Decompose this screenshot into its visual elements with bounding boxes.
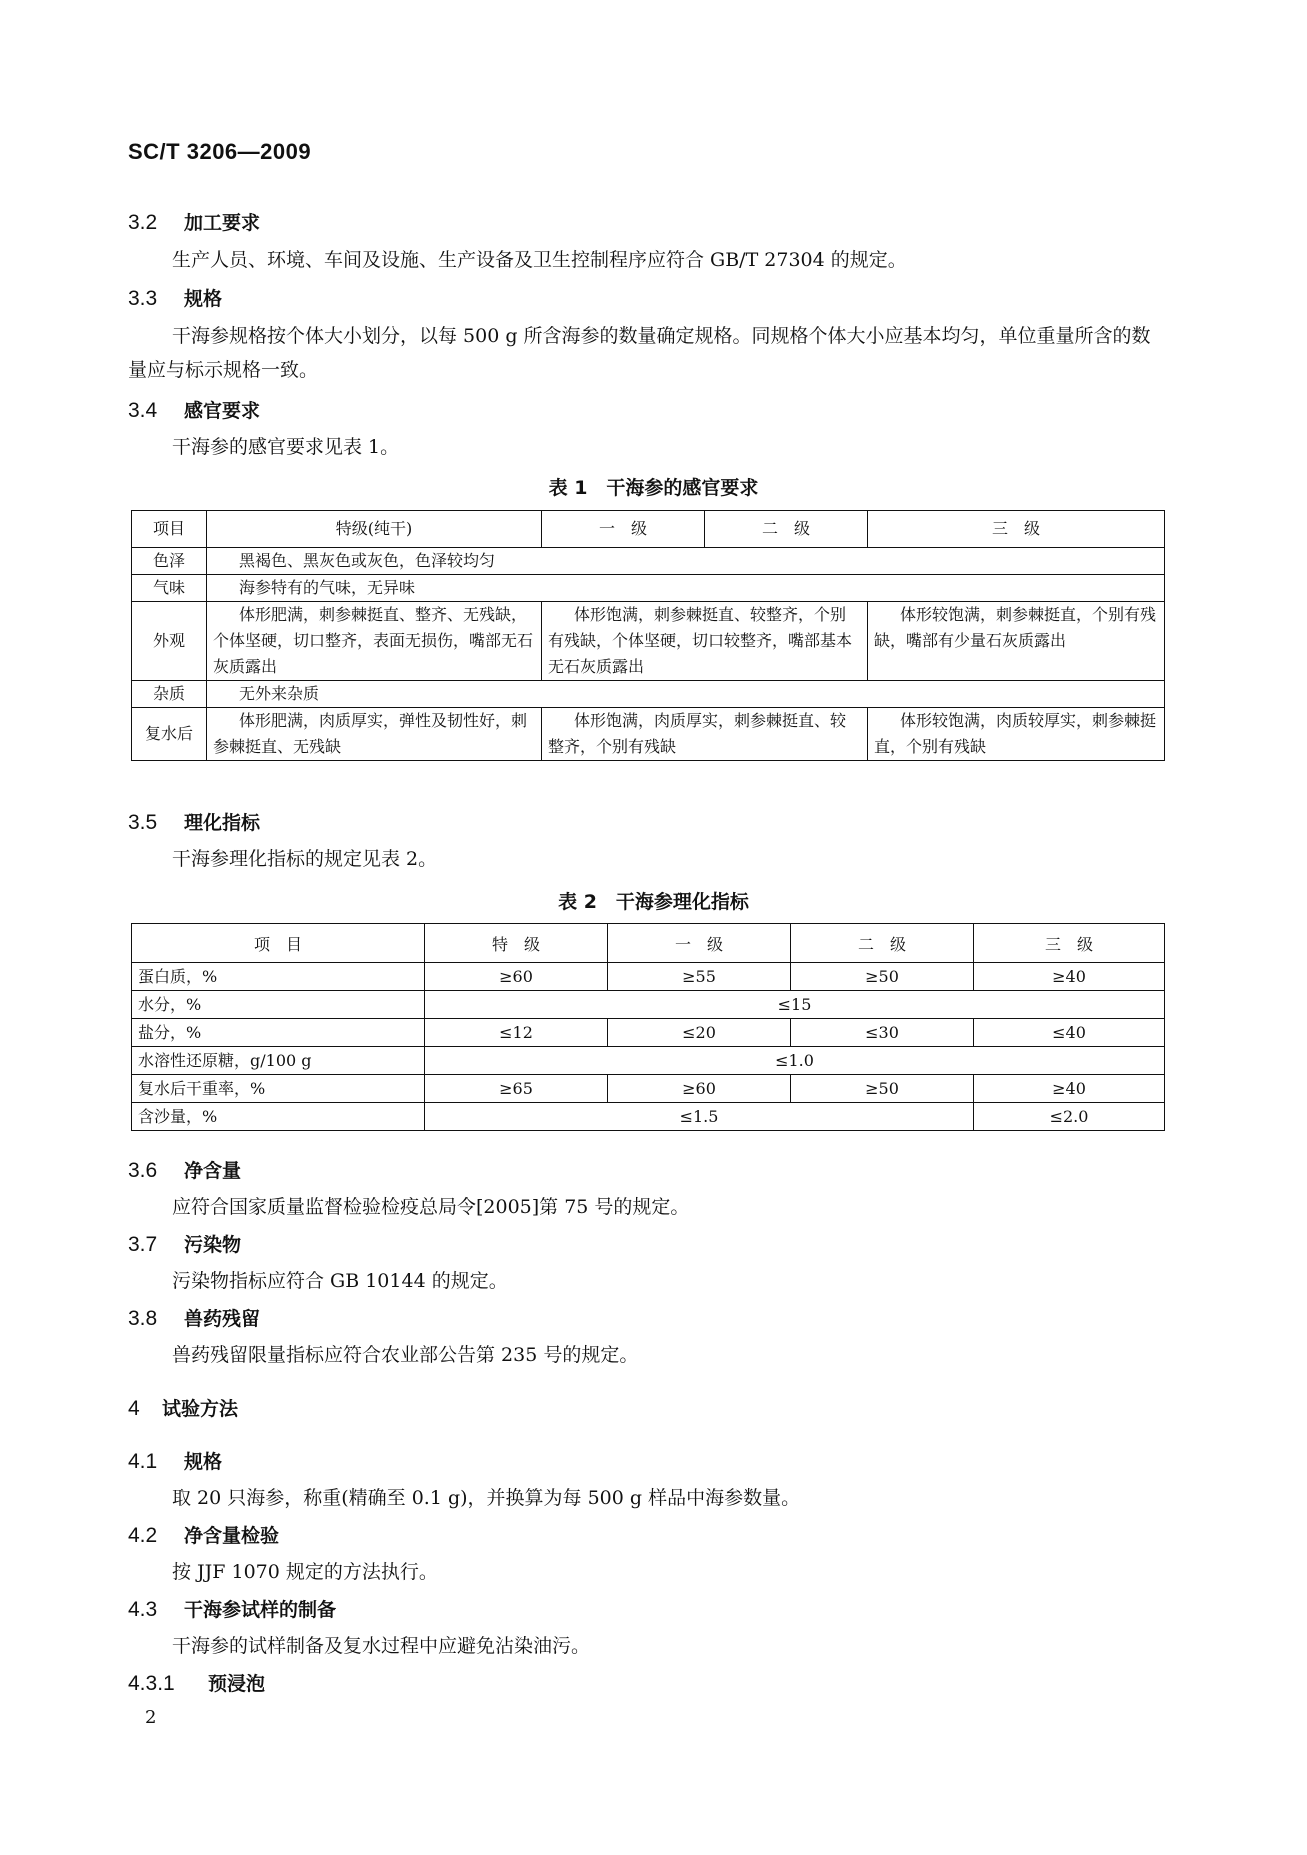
table-row [132,1019,1165,1047]
row-label: 复水后 [132,708,207,761]
section-3-4-heading [128,396,260,423]
section-4-2-text: 按 JJF 1070 规定的方法执行。 [172,1561,438,1583]
section-4-3-text: 干海参的试样制备及复水过程中应避免沾染油污。 [172,1635,591,1657]
row-label: 水分，% [132,991,425,1019]
header-grade-2: 二 级 [791,924,974,963]
section-title: 规格 [184,1451,223,1473]
cell-all-grades: 海参特有的气味，无异味 [207,575,1165,602]
row-label: 杂质 [132,681,207,708]
row-label: 色泽 [132,548,207,575]
section-number: 4.3 [128,1598,158,1621]
header-special-grade: 特级(纯干) [207,511,542,548]
value-grade-2: ≥50 [791,1075,974,1103]
section-3-8-text: 兽药残留限量指标应符合农业部公告第 235 号的规定。 [172,1344,639,1366]
section-title: 净含量检验 [184,1525,280,1547]
value-special: ≥65 [425,1075,608,1103]
page-number: 2 [145,1707,157,1728]
row-label: 蛋白质，% [132,963,425,991]
value-special-to-grade-2: ≤1.5 [425,1103,974,1131]
value-grade-3: ≥40 [974,1075,1165,1103]
table-row [132,681,1165,708]
value-grade-1: ≥55 [608,963,791,991]
row-label: 水溶性还原糖，g/100 g [132,1047,425,1075]
table-row [132,1075,1165,1103]
header-grade-2: 二 级 [705,511,868,548]
cell-special: 体形肥满，刺参棘挺直、整齐、无残缺，个体坚硬，切口整齐，表面无损伤，嘴部无石灰质露出 [207,602,542,681]
header-item: 项目 [132,511,207,548]
section-number: 4.3.1 [128,1672,175,1695]
section-3-7-text: 污染物指标应符合 GB 10144 的规定。 [172,1270,508,1292]
value-grade-2: ≥50 [791,963,974,991]
section-3-5-text: 干海参理化指标的规定见表 2。 [172,848,438,870]
value-special: ≤12 [425,1019,608,1047]
header-grade-1: 一 级 [542,511,705,548]
section-number: 3.6 [128,1159,158,1182]
table-header-row [132,924,1165,963]
section-3-2-text: 生产人员、环境、车间及设施、生产设备及卫生控制程序应符合 GB/T 27304 的规定。 [172,249,907,271]
table-row [132,575,1165,602]
cell-all-grades: 无外来杂质 [207,681,1165,708]
section-title: 理化指标 [184,812,261,834]
table-row [132,602,1165,681]
value-grade-3: ≤40 [974,1019,1165,1047]
section-4-1-heading [128,1447,222,1474]
table-2-caption: 表 2 干海参理化指标 [558,891,749,913]
section-title: 感官要求 [184,400,261,422]
value-all-grades: ≤1.0 [425,1047,1165,1075]
section-number: 3.8 [128,1307,158,1330]
section-title: 干海参试样的制备 [184,1599,337,1621]
section-3-6-heading [128,1156,241,1183]
row-label: 含沙量，% [132,1103,425,1131]
section-title: 净含量 [184,1160,242,1182]
section-3-4-text: 干海参的感官要求见表 1。 [172,436,400,458]
document-code: SC/T 3206—2009 [128,139,312,164]
section-4-2-heading [128,1521,279,1548]
section-number: 3.2 [128,211,158,234]
section-number: 3.4 [128,399,158,422]
cell-grade-3: 体形较饱满，肉质较厚实，刺参棘挺直，个别有残缺 [868,708,1165,761]
value-all-grades: ≤15 [425,991,1165,1019]
section-title: 预浸泡 [208,1673,266,1695]
section-number: 4.1 [128,1450,158,1473]
table-row [132,548,1165,575]
section-number: 3.3 [128,287,158,310]
header-grade-1: 一 级 [608,924,791,963]
section-3-5-heading [128,808,260,835]
cell-grade-1-2: 体形饱满，肉质厚实，刺参棘挺直、较整齐，个别有残缺 [542,708,868,761]
header-grade-3: 三 级 [868,511,1165,548]
row-label: 外观 [132,602,207,681]
section-title: 加工要求 [184,212,261,234]
table-row [132,1103,1165,1131]
row-label: 复水后干重率，% [132,1075,425,1103]
table-row [132,963,1165,991]
table-1-caption: 表 1 干海参的感官要求 [548,477,759,499]
value-special: ≥60 [425,963,608,991]
section-title: 试验方法 [162,1398,239,1420]
section-number: 3.7 [128,1233,158,1256]
section-4-heading [128,1394,238,1421]
physicochemical-table [131,923,1165,1131]
section-title: 兽药残留 [184,1308,261,1330]
section-3-2-heading [128,208,260,235]
section-3-8-heading [128,1304,260,1331]
section-title: 规格 [184,288,223,310]
header-special-grade: 特 级 [425,924,608,963]
section-title: 污染物 [184,1234,242,1256]
value-grade-2: ≤30 [791,1019,974,1047]
table-row [132,708,1165,761]
row-label: 盐分，% [132,1019,425,1047]
table-row [132,991,1165,1019]
section-number: 4.2 [128,1524,158,1547]
value-grade-1: ≥60 [608,1075,791,1103]
section-4-1-text: 取 20 只海参，称重(精确至 0.1 g)，并换算为每 500 g 样品中海参数量。 [172,1487,801,1509]
cell-grade-3: 体形较饱满，刺参棘挺直，个别有残缺，嘴部有少量石灰质露出 [868,602,1165,681]
sensory-requirements-table [131,510,1165,761]
table-header-row [132,511,1165,548]
section-3-3-heading [128,284,222,311]
section-number: 4 [128,1397,140,1420]
value-grade-3: ≥40 [974,963,1165,991]
section-3-6-text: 应符合国家质量监督检验检疫总局令[2005]第 75 号的规定。 [172,1196,690,1218]
cell-grade-1-2: 体形饱满，刺参棘挺直、较整齐，个别有残缺，个体坚硬，切口较整齐，嘴部基本无石灰质露出 [542,602,868,681]
section-3-7-heading [128,1230,241,1257]
header-grade-3: 三 级 [974,924,1165,963]
header-item: 项 目 [132,924,425,963]
value-grade-1: ≤20 [608,1019,791,1047]
row-label: 气味 [132,575,207,602]
section-4-3-1-heading [128,1669,265,1696]
table-row [132,1047,1165,1075]
section-4-3-heading [128,1595,336,1622]
value-grade-3: ≤2.0 [974,1103,1165,1131]
section-3-3-text: 干海参规格按个体大小划分，以每 500 g 所含海参的数量确定规格。同规格个体大小应基本均匀，单位重量所含的数量应与标示规格一致。 [128,325,1151,381]
cell-all-grades: 黑褐色、黑灰色或灰色，色泽较均匀 [207,548,1165,575]
cell-special: 体形肥满，肉质厚实，弹性及韧性好，刺参棘挺直、无残缺 [207,708,542,761]
section-number: 3.5 [128,811,158,834]
